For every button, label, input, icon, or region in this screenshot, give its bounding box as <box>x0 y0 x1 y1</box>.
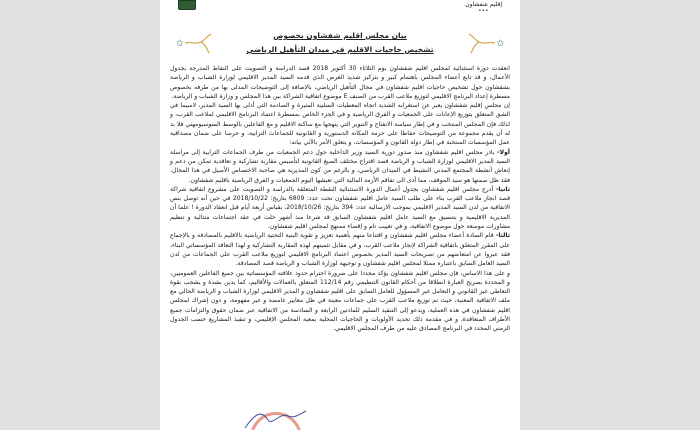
paragraph-intro: انعقدت دورة استثنائية لمجلس اقليم شفشاون يوم الثلاثاء 30 أكتوبر 2018 قصد الدراسة و التصويت على النقاط المدرجة بجدول الأعمال، و قد تابع أعضاء المجلس باهتمام كبير و بتركيز شديد العرض الذي قدمه السيد المدير الاقليمي لوزارة الشباب و الرياضة بشفشاون حول تشخيص حاجيات اقليم شفشاون في مجال التأهيل الرياضي، بالإضافة إلى التوضيحات المدلى بها من طرفه بخصوص مسطرة إعداد البرنامج الاقليمي لتوزيع ملاعب القرب من الصنف E موضوع اتفاقية الشراكة بين هذا المجلس و وزارة الشباب و الرياضة. <box>170 65 510 100</box>
document-title <box>160 29 520 57</box>
emblem-logo <box>178 0 196 10</box>
point-second <box>170 185 510 231</box>
document-body <box>170 64 510 334</box>
document-page <box>160 0 520 430</box>
paragraph-closing: و على هذا الاساس، فإن مجلس اقليم شفشاون يؤكد مجددا على ضرورة احترام حدود علاقته المؤسساتية بين جميع الفاعلين العموميين، و المحددة بصريح العبارة انطلاقا من أحكام القانون التنظيمي رقم 112/14 المتعلق بالعمالات والأقاليم، كما يدين بشدة و يشجب بقوة التعاطي غير القانوني و التعامل غير المسؤول للعامل السابق على اقليم شفشاون و المدير الاقليمي لوزارة الشباب و الرياضة الحالي مع ملف الاتفاقية المعنية، حيث تم توزيع ملاعب القرب على جماعات معينة في ظل معايير غامضة و غير مفهومة، و دون إشراك لمجلس اقليم شفشاون في هذه العملية، ويدعو إلى التنفيذ السليم للمادتين الرابعة و السادسة من الاتفاقية عبر ضمان حقوق والتزامات جميع الأطراف المتعاقدة، و في مقدمة ذلك تحديد الأولويات و الحاجيات المحلية بمعية المجلس الإقليمي، و تنفيذ المشاريع حسب الجدول الزمني المحدد في البرنامج المصادق عليه من طرف المجلس الاقليمي. <box>170 269 510 333</box>
issuer-header <box>465 1 502 15</box>
star-icon: ✩ <box>496 39 504 49</box>
point-label: ثالثا- <box>495 232 511 240</box>
point-text: أدرج مجلس اقليم شفشاون بجدول أعمال الدورة الاستثنائية النقطة المتعلقة بالدراسة و التصويت على مشروع اتفاقية شراكة قصد انجاز ملاعب القرب بناء على طلب السيد عامل اقليم شفشاون تحت عدد: 6809 بتاريخ: 2018/10/22 في حين أنه توصل بنص الاتفاقية من لدن السيد المدير الاقليمي بموجب الارسالية عدد: 394 بتاريخ: 2018/10/26، بقياس أربعة أيام قبل انعقاد الدورة ! علما أن المديرية الاقليمية و بتنسيق مع السيد عامل اقليم شفشاون السابق قد شرعا منذ أشهر خلت في عقد اجتماعات متتالية و تنظيم مشاورات موسعة حول موضوع الاتفاقية، و في تغييب تام و إقصاء ممنهج لمجلس اقليم شفشاون. <box>170 185 510 231</box>
point-text: بادر مجلس اقليم شفشاون منذ صدور دورية السيد وزير الداخلية حول دعم الجمعيات من طرف الجماعات الترابية إلى مراسلة السيد المدير الاقليمي لوزارة الشباب و الرياضة قصد اقتراح مختلف الصيغ القانونية لتأسيس مقاربة تشاركية و تعاقدية تمكن من دعم و إنعاش أنشطة المجتمع المدني النشيط في الميدان الرياضي، و بالرغم من كون المديرية هي صاحبة الاختصاص الأصيل في هذا المجال، فقد ظل صمتها هو سيد الموقف، مما أدى الى تفاقم الأزمة المالية التي تعيشها اليوم الجمعيات و الفرق الرياضية باقليم شفشاون. <box>170 148 510 184</box>
point-label: ثانيا- <box>495 185 511 193</box>
point-first <box>170 148 510 185</box>
paragraph-statement: إن مجلس إقليم شفشاون يعبر عن استغرابه الشديد اتجاه المعطيات السلبية المثيرة و الصادمة التي أدلى بها السيد المدير، لاسيما في الشق المتعلق بتوزيع الإعانات على الجمعيات و الفرق الرياضية و في الجزء الخاص بمسطرة اعتماد البرنامج الاقليمي لملاعب القرب، و لذلك فإن المجلس المنتخب و في إطار سياسة الانفتاح و التنوير التي ينهجها مع ساكنة الاقليم و مع الفاعلين بالوسط السوسيومهني فلا بد له أن يقدم مجموعة من التوضيحات حفاظا على حرمة المكانة الدستورية و القانونية للجماعات الترابية، و حرصا على ضمان مصداقية عمل المؤسسات المنتخبة في إطار دولة القانون و المؤسسات، و يتعلق الأمر بالآتي بيانه: <box>170 102 510 147</box>
point-label: أولا- <box>497 148 511 156</box>
title-line-1: بيان مجلس اقليم شفشاون بخصوص <box>273 31 407 40</box>
title-line-2: تشخيص حاجيات الاقليم في ميدان التأهيل الرياضي <box>246 45 434 54</box>
issuer-name: إقليم شفشاون <box>465 1 502 8</box>
point-third <box>170 231 510 268</box>
point-text: قام السادة أعضاء مجلس اقليم شفشاون و اقتناعا منهم بأهمية تعزيز و تقوية البنية التحتية الرياضية بالاقليم بالمصادقة و بالإجماع على المقرر المتعلق باتفاقية الشراكة لإنجاز ملاعب القرب، و في مقابل تثمينهم لهذه المقاربة التشاركية و لهذا التعاقد المؤسساتي البناء، فقد عبروا عن امتعاضهم من تصريحات السيد المدير بخصوص اعتماد البرنامج الاقليمي لتوزيع ملاعب القرب على الجماعات من لدن السيد العامل السابق باعتباره ممثلا لمجلس اقليم شفشاون و توجيهه لوزارة الشباب و الرياضة قصد المصادقة. <box>170 232 510 268</box>
star-icon: ✩ <box>176 39 184 49</box>
issuer-dots: ••• <box>478 8 489 14</box>
signature <box>240 408 310 430</box>
